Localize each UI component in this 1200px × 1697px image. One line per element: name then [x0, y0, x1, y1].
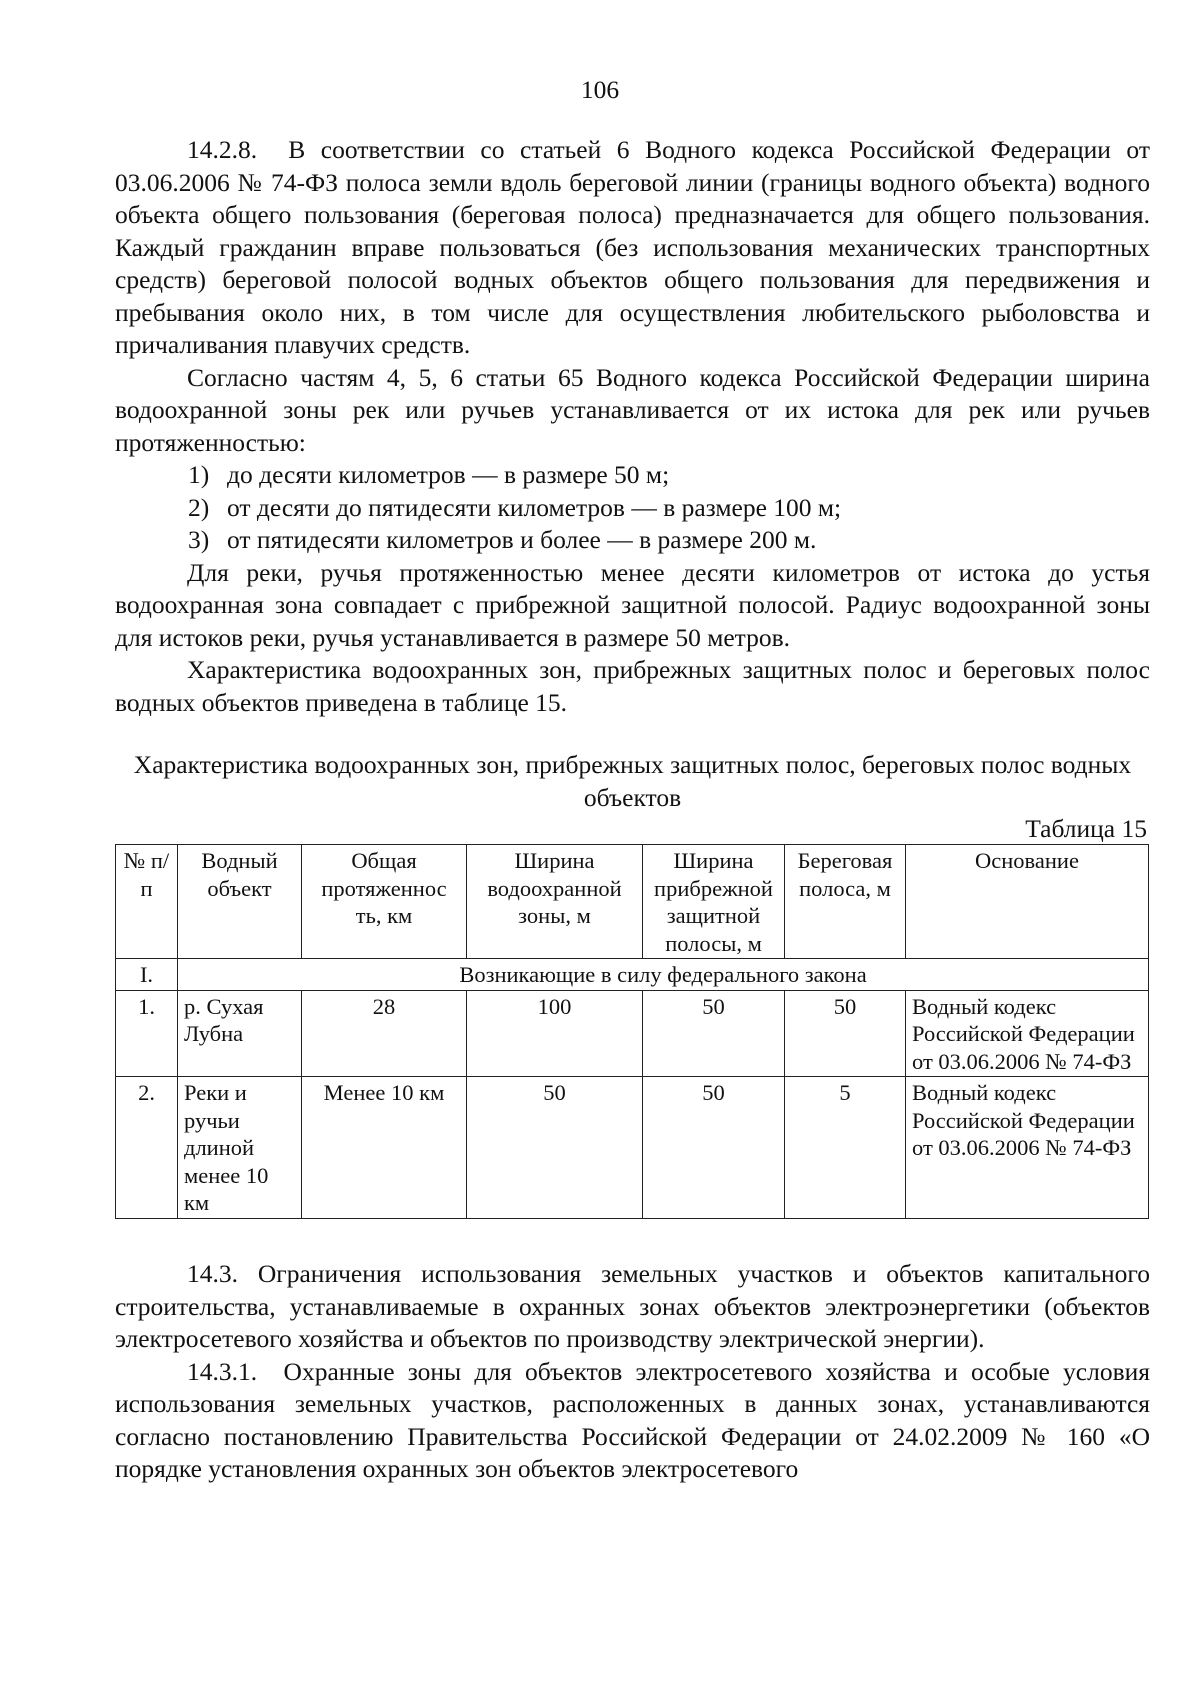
- section-number: I.: [116, 959, 178, 991]
- paragraph-table-reference: Характеристика водоохранных зон, прибрежных защитных полос и береговых полос водных объектов приведена в таблице 15.: [115, 655, 1150, 717]
- header-cell: № п/п: [116, 845, 178, 959]
- table-cell: 50: [643, 990, 785, 1077]
- paragraph-14-3-1: 14.3.1. Охранные зоны для объектов электросетевого хозяйства и особые условия использования земельных участков, расположенных в данных зонах, устанавливаются согласно постановлению Правительства Российской Федерации от 24.02.2009 № 160 «О порядке установления охранных зон объектов электросетевого: [115, 1356, 1150, 1483]
- table-cell: 2.: [116, 1077, 178, 1219]
- header-cell: Береговая полоса, м: [785, 845, 906, 959]
- list-item-number: 2): [188, 492, 210, 522]
- water-zones-table: [115, 844, 1149, 1219]
- table-header-row: [116, 845, 1149, 959]
- list: [115, 459, 1150, 557]
- header-cell: Ширина прибрежной защитной полосы, м: [643, 845, 785, 959]
- table-cell: 1.: [116, 990, 178, 1077]
- list-item: [115, 524, 1150, 557]
- table-cell: 100: [467, 990, 643, 1077]
- paragraph-14-2-8: 14.2.8. В соответствии со статьей 6 Водного кодекса Российской Федерации от 03.06.2006 № 74-ФЗ полоса земли вдоль береговой линии (границы водного объекта) водного объекта общего пользования (береговая полоса) предназначается для общего пользования. Каждый гражданин вправе пользоваться (без использования механических транспортных средств) береговой полосой водных объектов общего пользования для передвижения и пребывания около них, в том числе для осуществления любительского рыболовства и причаливания плавучих средств.: [115, 135, 1150, 359]
- text-block-top: [115, 134, 1150, 719]
- list-item-text: от десяти до пятидесяти километров — в размере 100 м;: [227, 492, 842, 522]
- table-cell: 50: [467, 1077, 643, 1219]
- table-row: [116, 1077, 1149, 1219]
- header-cell: Общая протяженнос ть, км: [302, 845, 467, 959]
- table-cell: Водный кодекс Российской Федерации от 03.06.2006 № 74-ФЗ: [906, 990, 1149, 1077]
- table-cell: 28: [302, 990, 467, 1077]
- page-number: 106: [580, 75, 620, 104]
- paragraph-14-3: 14.3. Ограничения использования земельных участков и объектов капитального строительства, устанавливаемые в охранных зонах объектов электроэнергетики (объектов электросетевого хозяйства и объектов по производству электрической энергии).: [115, 1259, 1150, 1353]
- table-label: Таблица 15: [1025, 814, 1147, 843]
- paragraph-short-rivers: Для реки, ручья протяженностью менее десяти километров от истока до устья водоохранная зона совпадает с прибрежной защитной полосой. Радиус водоохранной зоны для истоков реки, ручья устанавливается в размере 50 метров.: [115, 557, 1150, 652]
- list-item-number: 1): [188, 460, 210, 489]
- table-row: [116, 990, 1149, 1077]
- list-item-number: 3): [188, 525, 210, 554]
- paragraph-article-65: Согласно частям 4, 5, 6 статьи 65 Водного кодекса Российской Федерации ширина водоохранной зоны рек или ручьев устанавливается от их истока для рек или ручьев протяженностью:: [115, 362, 1150, 457]
- table-section-row: [116, 959, 1149, 991]
- table-cell: Водный кодекс Российской Федерации от 03.06.2006 № 74-ФЗ: [906, 1077, 1149, 1219]
- section-title: Возникающие в силу федерального закона: [178, 959, 1149, 991]
- list-item-text: от пятидесяти километров и более — в размере 200 м.: [227, 525, 817, 554]
- header-cell: Основание: [906, 845, 1149, 959]
- header-cell: Ширина водоохранной зоны, м: [467, 845, 643, 959]
- table-cell: Менее 10 км: [302, 1077, 467, 1219]
- header-cell: Водный объект: [178, 845, 302, 959]
- table-cell: 50: [785, 990, 906, 1077]
- table-cell: Реки и ручьи длиной менее 10 км: [178, 1077, 302, 1219]
- text-block-bottom: [115, 1258, 1150, 1486]
- list-item: [115, 492, 1150, 525]
- list-item: [115, 459, 1150, 492]
- table-cell: 5: [785, 1077, 906, 1219]
- table-caption: Характеристика водоохранных зон, прибрежных защитных полос, береговых полос водных объектов: [133, 750, 1132, 812]
- list-item-text: до десяти километров — в размере 50 м;: [227, 460, 670, 489]
- table-cell: 50: [643, 1077, 785, 1219]
- table-cell: р. Сухая Лубна: [178, 990, 302, 1077]
